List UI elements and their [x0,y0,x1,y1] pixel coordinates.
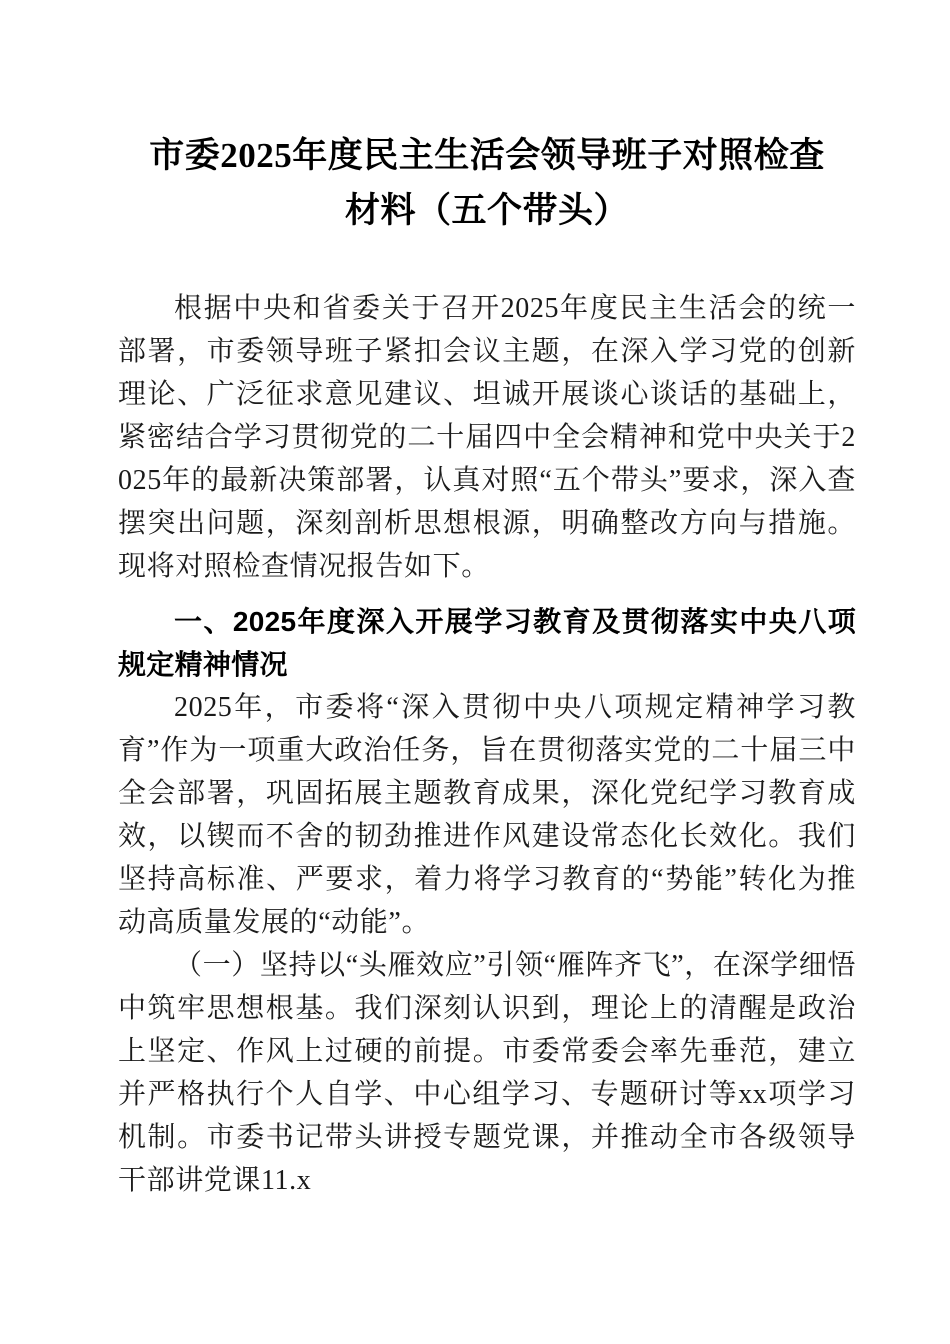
page-title-line-2: 材料（五个带头） [344,191,629,230]
section-heading-one: 一、2025年度深入开展学习教育及贯彻落实中央八项规定精神情况 [118,606,856,680]
paragraph-section-one-body: 2025年，市委将“深入贯彻中央八项规定精神学习教育”作为一项重大政治任务，旨在贯彻落实党的二十届三中全会部署，巩固拓展主题教育成果，深化党纪学习教育成效，以锲而不舍的韧劲推进作风建设常态化长效化。我们坚持高标准、严要求，着力将学习教育的“势能”转化为推动高质量发展的“动能”。 [118,692,856,938]
page-title-line-1: 市委2025年度民主生活会领导班子对照检查 [149,136,825,175]
page-title [118,0,856,238]
paragraph-section-one-item-one: （一）坚持以“头雁效应”引领“雁阵齐飞”，在深学细悟中筑牢思想根基。我们深刻认识到，理论上的清醒是政治上坚定、作风上过硬的前提。市委常委会率先垂范，建立并严格执行个人自学、中心组学习、专题研讨等xx项学习机制。市委书记带头讲授专题党课，并推动全市各级领导干部讲党课11.x [118,950,856,1196]
document-body [118,0,856,1202]
paragraph-intro: 根据中央和省委关于召开2025年度民主生活会的统一部署，市委领导班子紧扣会议主题，在深入学习党的创新理论、广泛征求意见建议、坦诚开展谈心谈话的基础上，紧密结合学习贯彻党的二十届四中全会精神和党中央关于2025年的最新决策部署，认真对照“五个带头”要求，深入查摆突出问题，深刻剖析思想根源，明确整改方向与措施。现将对照检查情况报告如下。 [118,293,856,582]
